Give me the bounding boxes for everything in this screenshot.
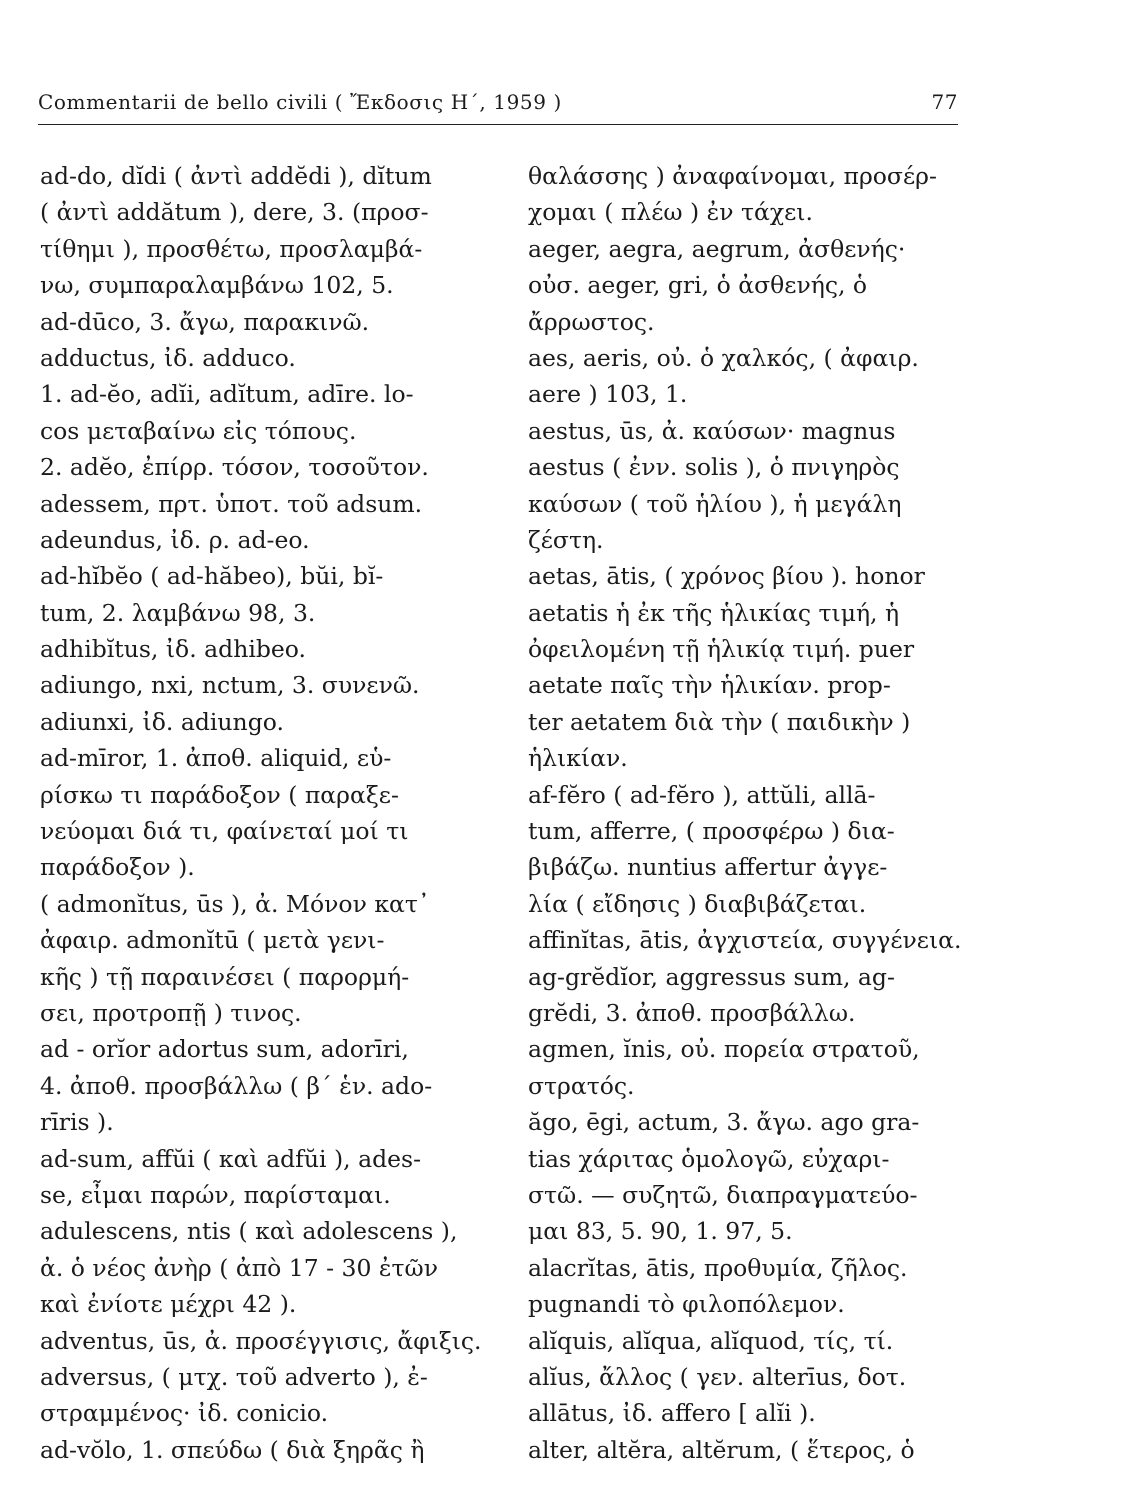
dictionary-line: adversus, ( μτχ. τοῦ adverto ), ἐ- [40, 1362, 428, 1391]
dictionary-line: aetatis ἡ ἐκ τῆς ἡλικίας τιμή, ἡ [528, 598, 900, 627]
running-title: Commentarii de bello civili ( Ἔκδοσις Η΄, 1959 ) [38, 90, 562, 114]
page-number: 77 [931, 90, 958, 114]
dictionary-line: aes, aeris, οὐ. ὁ χαλκός, ( ἀφαιρ. [528, 343, 919, 372]
dictionary-line: κῆς ) τῇ παραινέσει ( παρορμή- [40, 962, 410, 991]
dictionary-line: adulescens, ntis ( καὶ adolescens ), [40, 1217, 458, 1246]
dictionary-line: στῶ. — συζητῶ, διαπραγματεύο- [528, 1180, 918, 1209]
dictionary-line: adiunxi, ἰδ. adiungo. [40, 707, 284, 736]
dictionary-line: rīris ). [40, 1108, 114, 1137]
dictionary-line: νεύομαι διά τι, φαίνεταί μοί τι [40, 817, 409, 846]
dictionary-line: agmen, ĭnis, οὐ. πορεία στρατοῦ, [528, 1035, 920, 1064]
dictionary-line: μαι 83, 5. 90, 1. 97, 5. [528, 1217, 793, 1246]
dictionary-line: ter aetatem διὰ τὴν ( παιδικὴν ) [528, 707, 911, 736]
dictionary-line: ἡλικίαν. [528, 744, 628, 773]
dictionary-line: χομαι ( πλέω ) ἐν τάχει. [528, 198, 813, 227]
running-header [38, 88, 958, 125]
dictionary-line: ad-hĭbĕo ( ad-hăbeo), bŭi, bĭ- [40, 562, 384, 591]
dictionary-line: θαλάσσης ) ἀναφαίνομαι, προσέρ- [528, 162, 937, 190]
dictionary-line: aestus, ūs, ἀ. καύσων· magnus [528, 416, 896, 445]
dictionary-line: adessem, πρτ. ὑποτ. τοῦ adsum. [40, 489, 423, 518]
dictionary-line: ad-sum, affŭi ( καὶ adfŭi ), ades- [40, 1144, 422, 1173]
dictionary-line: στρατός. [528, 1071, 635, 1100]
dictionary-line: pugnandi τὸ φιλοπόλεμον. [528, 1290, 845, 1319]
dictionary-line: grĕdi, 3. ἀποθ. προσβάλλω. [528, 998, 856, 1027]
dictionary-line: ὀφειλομένη τῇ ἡλικίᾳ τιμή. puer [528, 635, 915, 664]
dictionary-line: 2. adĕo, ἐπίρρ. τόσον, τοσοῦτον. [40, 453, 429, 482]
dictionary-line: ἀφαιρ. admonĭtū ( μετὰ γενι- [40, 926, 385, 955]
dictionary-line: aetate παῖς τὴν ἡλικίαν. prop- [528, 671, 891, 700]
dictionary-line: ρίσκω τι παράδοξον ( παραξε- [40, 780, 399, 809]
dictionary-line: aestus ( ἐνν. solis ), ὁ πνιγηρὸς [528, 453, 900, 482]
dictionary-line: cos μεταβαίνω εἰς τόπους. [40, 416, 357, 445]
dictionary-line: νω, συμπαραλαμβάνω 102, 5. [40, 271, 394, 300]
dictionary-line: ( admonĭtus, ūs ), ἀ. Μόνον κατ᾿ [40, 889, 430, 918]
dictionary-line: ἄρρωστος. [528, 307, 655, 336]
dictionary-line: tum, afferre, ( προσφέρω ) δια- [528, 817, 895, 846]
dictionary-line: ζέστη. [528, 525, 604, 554]
dictionary-line: adductus, ἰδ. adduco. [40, 343, 296, 372]
dictionary-line: adhibĭtus, ἰδ. adhibeo. [40, 635, 307, 664]
dictionary-line: 1. ad-ĕo, adĭi, adĭtum, adīre. lo- [40, 380, 414, 409]
dictionary-line: alacrĭtas, ātis, προθυμία, ζῆλος. [528, 1253, 908, 1282]
dictionary-line: alĭquis, alĭqua, alĭquod, τίς, τί. [528, 1326, 894, 1355]
dictionary-line: allātus, ἰδ. affero [ alĭi ). [528, 1399, 816, 1428]
dictionary-line: ἀ. ὁ νέος ἀνὴρ ( ἀπὸ 17 - 30 ἐτῶν [40, 1253, 438, 1282]
dictionary-line: affinĭtas, ātis, ἀγχιστεία, συγγένεια. [528, 926, 962, 955]
dictionary-line: tias χάριτας ὁμολογῶ, εὐχαρι- [528, 1144, 890, 1173]
dictionary-line: alter, altĕra, altĕrum, ( ἕτερος, ὁ [528, 1435, 915, 1464]
dictionary-line: aetas, ātis, ( χρόνος βίου ). honor [528, 562, 925, 591]
dictionary-line: adiungo, nxi, nctum, 3. συνενῶ. [40, 671, 420, 700]
dictionary-line: σει, προτροπῇ ) τινος. [40, 998, 302, 1027]
dictionary-line: ag-grĕdĭor, aggressus sum, ag- [528, 962, 895, 991]
dictionary-line: adeundus, ἰδ. ρ. ad-eo. [40, 525, 310, 554]
dictionary-line: οὐσ. aeger, gri, ὁ ἀσθενής, ὁ [528, 271, 868, 300]
dictionary-line: alĭus, ἄλλος ( γεν. alterīus, δοτ. [528, 1362, 907, 1391]
dictionary-line: af-fĕro ( ad-fĕro ), attŭli, allā- [528, 780, 876, 809]
dictionary-line: ad-dūco, 3. ἄγω, παρακινῶ. [40, 307, 370, 336]
right-column [528, 158, 970, 1468]
dictionary-line: βιβάζω. nuntius affertur ἀγγε- [528, 853, 888, 882]
dictionary-line: aeger, aegra, aegrum, ἀσθενής· [528, 234, 906, 263]
dictionary-line: λία ( εἴδησις ) διαβιβάζεται. [528, 889, 867, 918]
dictionary-line: se, εἶμαι παρών, παρίσταμαι. [40, 1180, 391, 1209]
left-column [40, 158, 482, 1468]
dictionary-line: ad - orĭor adortus sum, adorīri, [40, 1035, 409, 1064]
dictionary-line: παράδοξον ). [40, 853, 195, 882]
dictionary-line: ( ἀντὶ addătum ), dere, 3. (προσ- [40, 198, 429, 227]
dictionary-line: τίθημι ), προσθέτω, προσλαμβά- [40, 234, 423, 263]
dictionary-line: ad-vŏlo, 1. σπεύδω ( διὰ ξηρᾶς ἢ [40, 1435, 425, 1464]
dictionary-line: adventus, ūs, ἀ. προσέγγισις, ἄφιξις. [40, 1326, 482, 1355]
dictionary-line: ad-mīror, 1. ἀποθ. aliquid, εὑ- [40, 744, 392, 773]
dictionary-line: ad-do, dĭdi ( ἀντὶ addĕdi ), dĭtum [40, 162, 432, 190]
dictionary-line: στραμμένος· ἰδ. conicio. [40, 1399, 329, 1428]
dictionary-line: 4. ἀποθ. προσβάλλω ( β΄ ἑν. ado- [40, 1071, 433, 1100]
dictionary-line: aere ) 103, 1. [528, 380, 688, 409]
dictionary-line: καύσων ( τοῦ ἡλίου ), ἡ μεγάλη [528, 489, 902, 518]
dictionary-line: ăgo, ēgi, actum, 3. ἄγω. ago gra- [528, 1108, 920, 1137]
dictionary-line: καὶ ἐνίοτε μέχρι 42 ). [40, 1290, 297, 1319]
dictionary-line: tum, 2. λαμβάνω 98, 3. [40, 598, 316, 627]
